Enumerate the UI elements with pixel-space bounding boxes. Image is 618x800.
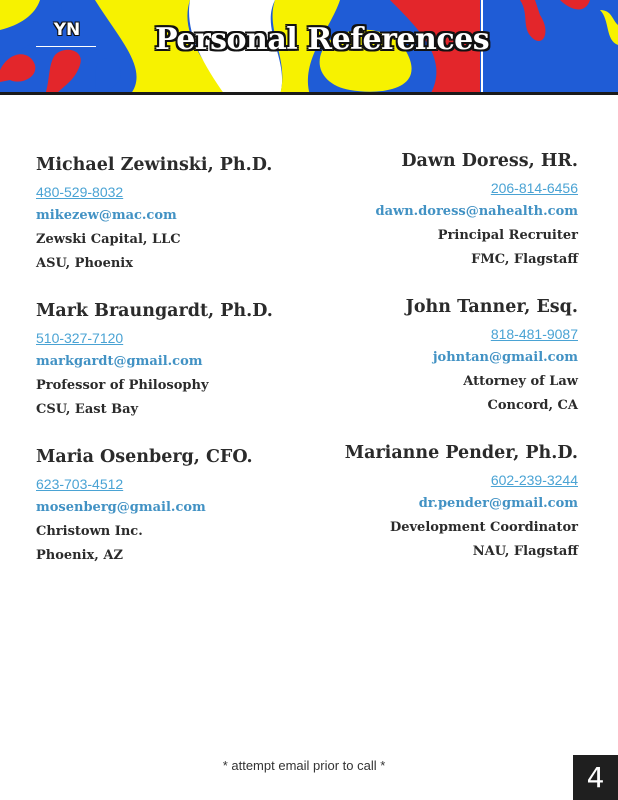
reference-phone-link[interactable]: 818-481-9087 xyxy=(490,326,578,342)
references-right-column xyxy=(298,146,578,584)
reference-card xyxy=(36,296,296,442)
reference-organization: Zewski Capital, LLC xyxy=(36,232,181,247)
reference-card xyxy=(36,442,296,588)
initials-logo: YN xyxy=(53,20,81,40)
page-title: Personal References xyxy=(155,22,490,57)
reference-card xyxy=(36,150,296,296)
reference-name: Marianne Pender, Ph.D. xyxy=(344,443,578,463)
reference-location: Concord, CA xyxy=(487,398,578,413)
reference-organization: Professor of Philosophy xyxy=(36,378,209,393)
reference-name: John Tanner, Esq. xyxy=(405,297,578,317)
reference-email-link[interactable]: dawn.doress@nahealth.com xyxy=(375,204,578,219)
reference-title: Development Coordinator xyxy=(389,520,578,535)
reference-phone-link[interactable]: 206-814-6456 xyxy=(490,180,578,196)
reference-location: ASU, Phoenix xyxy=(36,256,133,271)
reference-location: NAU, Flagstaff xyxy=(472,544,578,559)
reference-name: Michael Zewinski, Ph.D. xyxy=(36,155,273,175)
reference-location: Phoenix, AZ xyxy=(36,548,123,563)
footer-note: * attempt email prior to call * xyxy=(222,758,386,773)
reference-email-link[interactable]: dr.pender@gmail.com xyxy=(418,496,578,511)
reference-title: Attorney of Law xyxy=(463,374,578,389)
reference-email-link[interactable]: markgardt@gmail.com xyxy=(36,354,203,369)
reference-card xyxy=(298,438,578,584)
header-banner xyxy=(0,0,618,95)
reference-email-link[interactable]: johntan@gmail.com xyxy=(432,350,578,365)
reference-name: Dawn Doress, HR. xyxy=(401,151,578,171)
reference-email-link[interactable]: mosenberg@gmail.com xyxy=(36,500,206,515)
reference-name: Mark Braungardt, Ph.D. xyxy=(36,301,273,321)
reference-card xyxy=(298,292,578,438)
reference-email-link[interactable]: mikezew@mac.com xyxy=(36,208,177,223)
reference-name: Maria Osenberg, CFO. xyxy=(36,447,253,467)
reference-organization: Christown Inc. xyxy=(36,524,143,539)
references-left-column xyxy=(36,150,296,588)
reference-title: Principal Recruiter xyxy=(437,228,578,243)
reference-phone-link[interactable]: 510-327-7120 xyxy=(36,330,124,346)
page-number: 4 xyxy=(573,755,618,800)
reference-card xyxy=(298,146,578,292)
reference-phone-link[interactable]: 602-239-3244 xyxy=(490,472,578,488)
reference-phone-link[interactable]: 623-703-4512 xyxy=(36,476,124,492)
banner-divider xyxy=(0,92,618,95)
reference-location: FMC, Flagstaff xyxy=(471,252,578,267)
reference-location: CSU, East Bay xyxy=(36,402,139,417)
initials-underline xyxy=(36,46,96,47)
reference-phone-link[interactable]: 480-529-8032 xyxy=(36,184,124,200)
